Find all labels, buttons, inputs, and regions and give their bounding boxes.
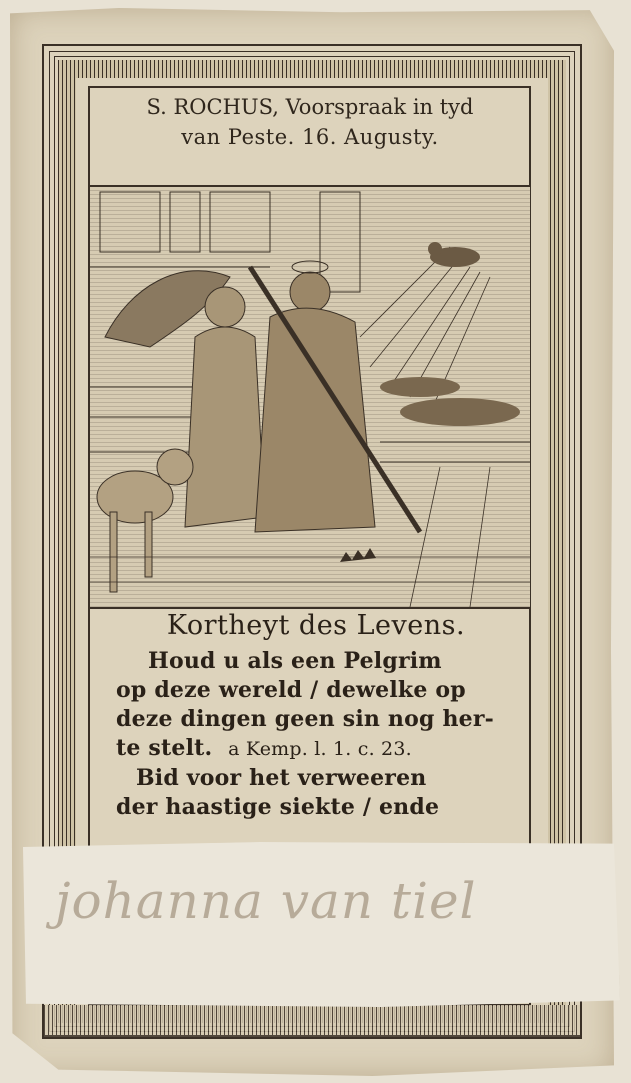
saint-rochus-engraving (90, 187, 530, 607)
dog-figure (97, 449, 193, 592)
card-text (116, 606, 516, 822)
sick-figures (380, 377, 520, 426)
handwritten-name: johanna van tiel (55, 872, 477, 930)
subtitle: Kortheyt des Levens. (166, 610, 466, 641)
verse-line: op deze wereld / dewelke op (116, 677, 466, 703)
verse-line: der haastige siekte / ende (116, 794, 440, 820)
verse (116, 647, 516, 822)
verse-line: Houd u als een Pelgrim (148, 648, 442, 674)
heading-line-1: S. ROCHUS, Voorspraak in tyd (146, 95, 474, 119)
angel-figure (185, 287, 265, 527)
bottom-border (42, 1005, 582, 1037)
flying-angel (428, 242, 480, 267)
heading-line-2: van Peste. 16. Augusty. (181, 125, 439, 149)
verse-line-text: te stelt. (116, 735, 213, 761)
reference: a Kemp. l. 1. c. 23. (228, 738, 412, 760)
card-heading (100, 92, 520, 152)
verse-line (116, 734, 516, 764)
crown-icon (340, 548, 376, 562)
engraving-illustration (90, 185, 530, 609)
verse-line: deze dingen geen sin nog her- (116, 706, 494, 732)
verse-line: Bid voor het verweeren (136, 765, 427, 791)
